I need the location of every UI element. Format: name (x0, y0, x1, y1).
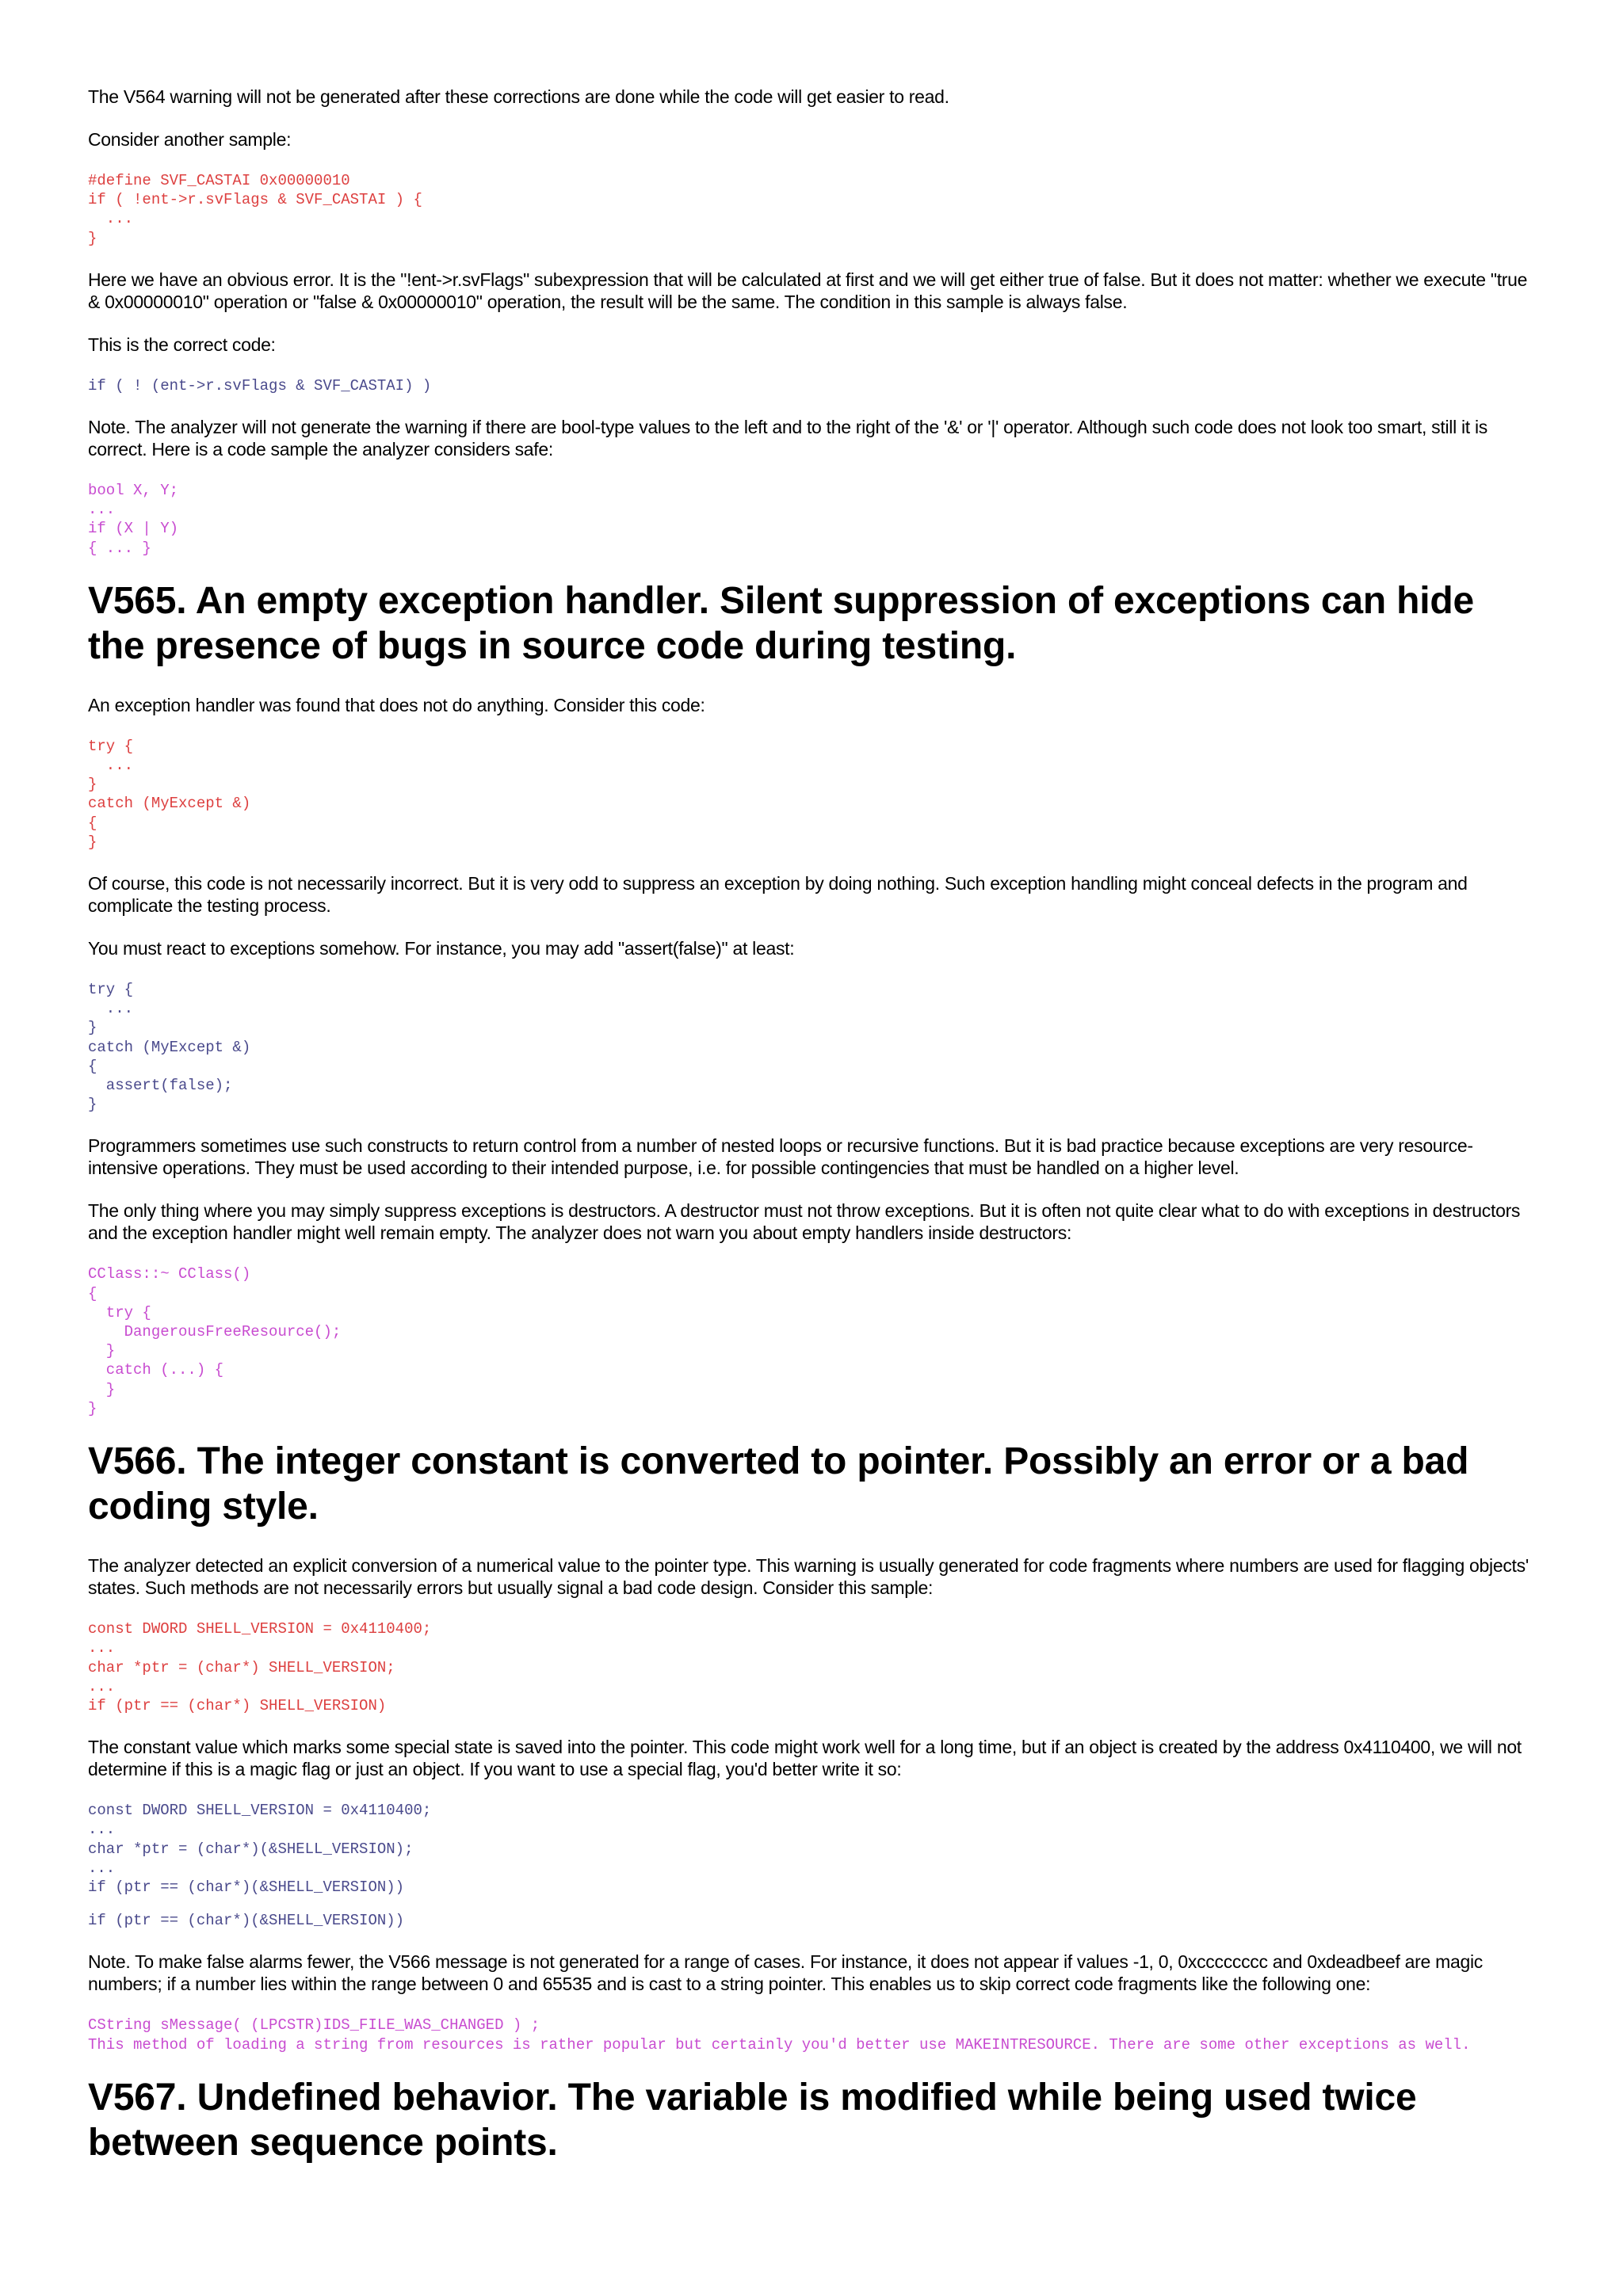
paragraph: An exception handler was found that does not do anything. Consider this code: (88, 694, 705, 715)
paragraph: The V564 warning will not be generated after these corrections are done while the code will get easier to read. (88, 86, 949, 107)
code-block: try { ... } catch (MyExcept &) { } (88, 737, 251, 851)
section-heading-v566: V566. The integer constant is converted to pointer. Possibly an error or a bad coding style. (88, 1440, 1469, 1528)
code-block: if ( ! (ent->r.svFlags & SVF_CASTAI) ) (88, 376, 432, 395)
paragraph: Programmers sometimes use such constructs to return control from a number of nested loops or recursive functions. But it is bad practice because exceptions are very resource-intensive operations. They must be used according to their intended purpose, i.e. for possible contingencies that must be handled on a higher level. (88, 1135, 1473, 1179)
section-heading-v567: V567. Undefined behavior. The variable is modified while being used twice between sequence points. (88, 2076, 1417, 2164)
paragraph: Here we have an obvious error. It is the "!ent->r.svFlags" subexpression that will be calculated at first and we will get either true of false. But it does not matter: whether we execute "true & 0x00000010" operation or "false & 0x00000010" operation, the result will be the same. The condition in this sample is always false. (88, 269, 1528, 312)
code-block: #define SVF_CASTAI 0x00000010 if ( !ent->r.svFlags & SVF_CASTAI ) { ... } (88, 172, 422, 247)
paragraph: Of course, this code is not necessarily incorrect. But it is very odd to suppress an exception by doing nothing. Such exception handling might conceal defects in the program and complicate the testing process. (88, 873, 1468, 917)
paragraph: The analyzer detected an explicit conversion of a numerical value to the pointer type. This warning is usually generated for code fragments where numbers are used for flagging objects' states. Such methods are not necessarily errors but usually signal a bad code design. Consider this sample: (88, 1555, 1529, 1599)
paragraph: Consider another sample: (88, 129, 292, 150)
code-block: const DWORD SHELL_VERSION = 0x4110400; ... char *ptr = (char*) SHELL_VERSION; ... if (ptr == (char*) SHELL_VERSION) (88, 1620, 432, 1714)
code-block: try { ... } catch (MyExcept &) { assert(false); } (88, 981, 251, 1114)
paragraph: Note. To make false alarms fewer, the V566 message is not generated for a range of cases. For instance, it does not appear if values -1, 0, 0xcccccccc and 0xdeadbeef are magic numbers; if a number lies within the range between 0 and 65535 and is cast to a string pointer. This enables us to skip correct code fragments like the following one: (88, 1951, 1483, 1995)
paragraph: You must react to exceptions somehow. For instance, you may add "assert(false)" at least: (88, 938, 795, 959)
paragraph: This is the correct code: (88, 334, 276, 355)
paragraph: Note. The analyzer will not generate the warning if there are bool-type values to the left and to the right of the '&' or '|' operator. Although such code does not look too smart, still it is correct. Here is a code sample the analyzer considers safe: (88, 417, 1487, 460)
paragraph: The only thing where you may simply suppress exceptions is destructors. A destructor must not throw exceptions. But it is often not quite clear what to do with exceptions in destructors and the exception handler might well remain empty. The analyzer does not warn you about empty handlers inside destructors: (88, 1200, 1521, 1244)
code-block: CString sMessage( (LPCSTR)IDS_FILE_WAS_CHANGED ) ; This method of loading a string from resources is rather popular but certainly you'd better use MAKEINTRESOURCE. There are some other exceptions as well. (88, 2016, 1471, 2054)
code-block: const DWORD SHELL_VERSION = 0x4110400; ... char *ptr = (char*)(&SHELL_VERSION); ... if (ptr == (char*)(&SHELL_VERSION)) (88, 1802, 432, 1896)
document-page (88, 86, 1538, 2191)
code-block: if (ptr == (char*)(&SHELL_VERSION)) (88, 1912, 405, 1930)
code-block: bool X, Y; ... if (X | Y) { ... } (88, 482, 179, 557)
section-heading-v565: V565. An empty exception handler. Silent suppression of exceptions can hide the presence of bugs in source code during testing. (88, 579, 1475, 667)
paragraph: The constant value which marks some special state is saved into the pointer. This code might work well for a long time, but if an object is created by the address 0x4110400, we will not determine if this is a magic flag or just an object. If you want to use a special flag, you'd better write it so: (88, 1737, 1522, 1780)
code-block: CClass::~ CClass() { try { DangerousFreeResource(); } catch (...) { } } (88, 1265, 342, 1417)
